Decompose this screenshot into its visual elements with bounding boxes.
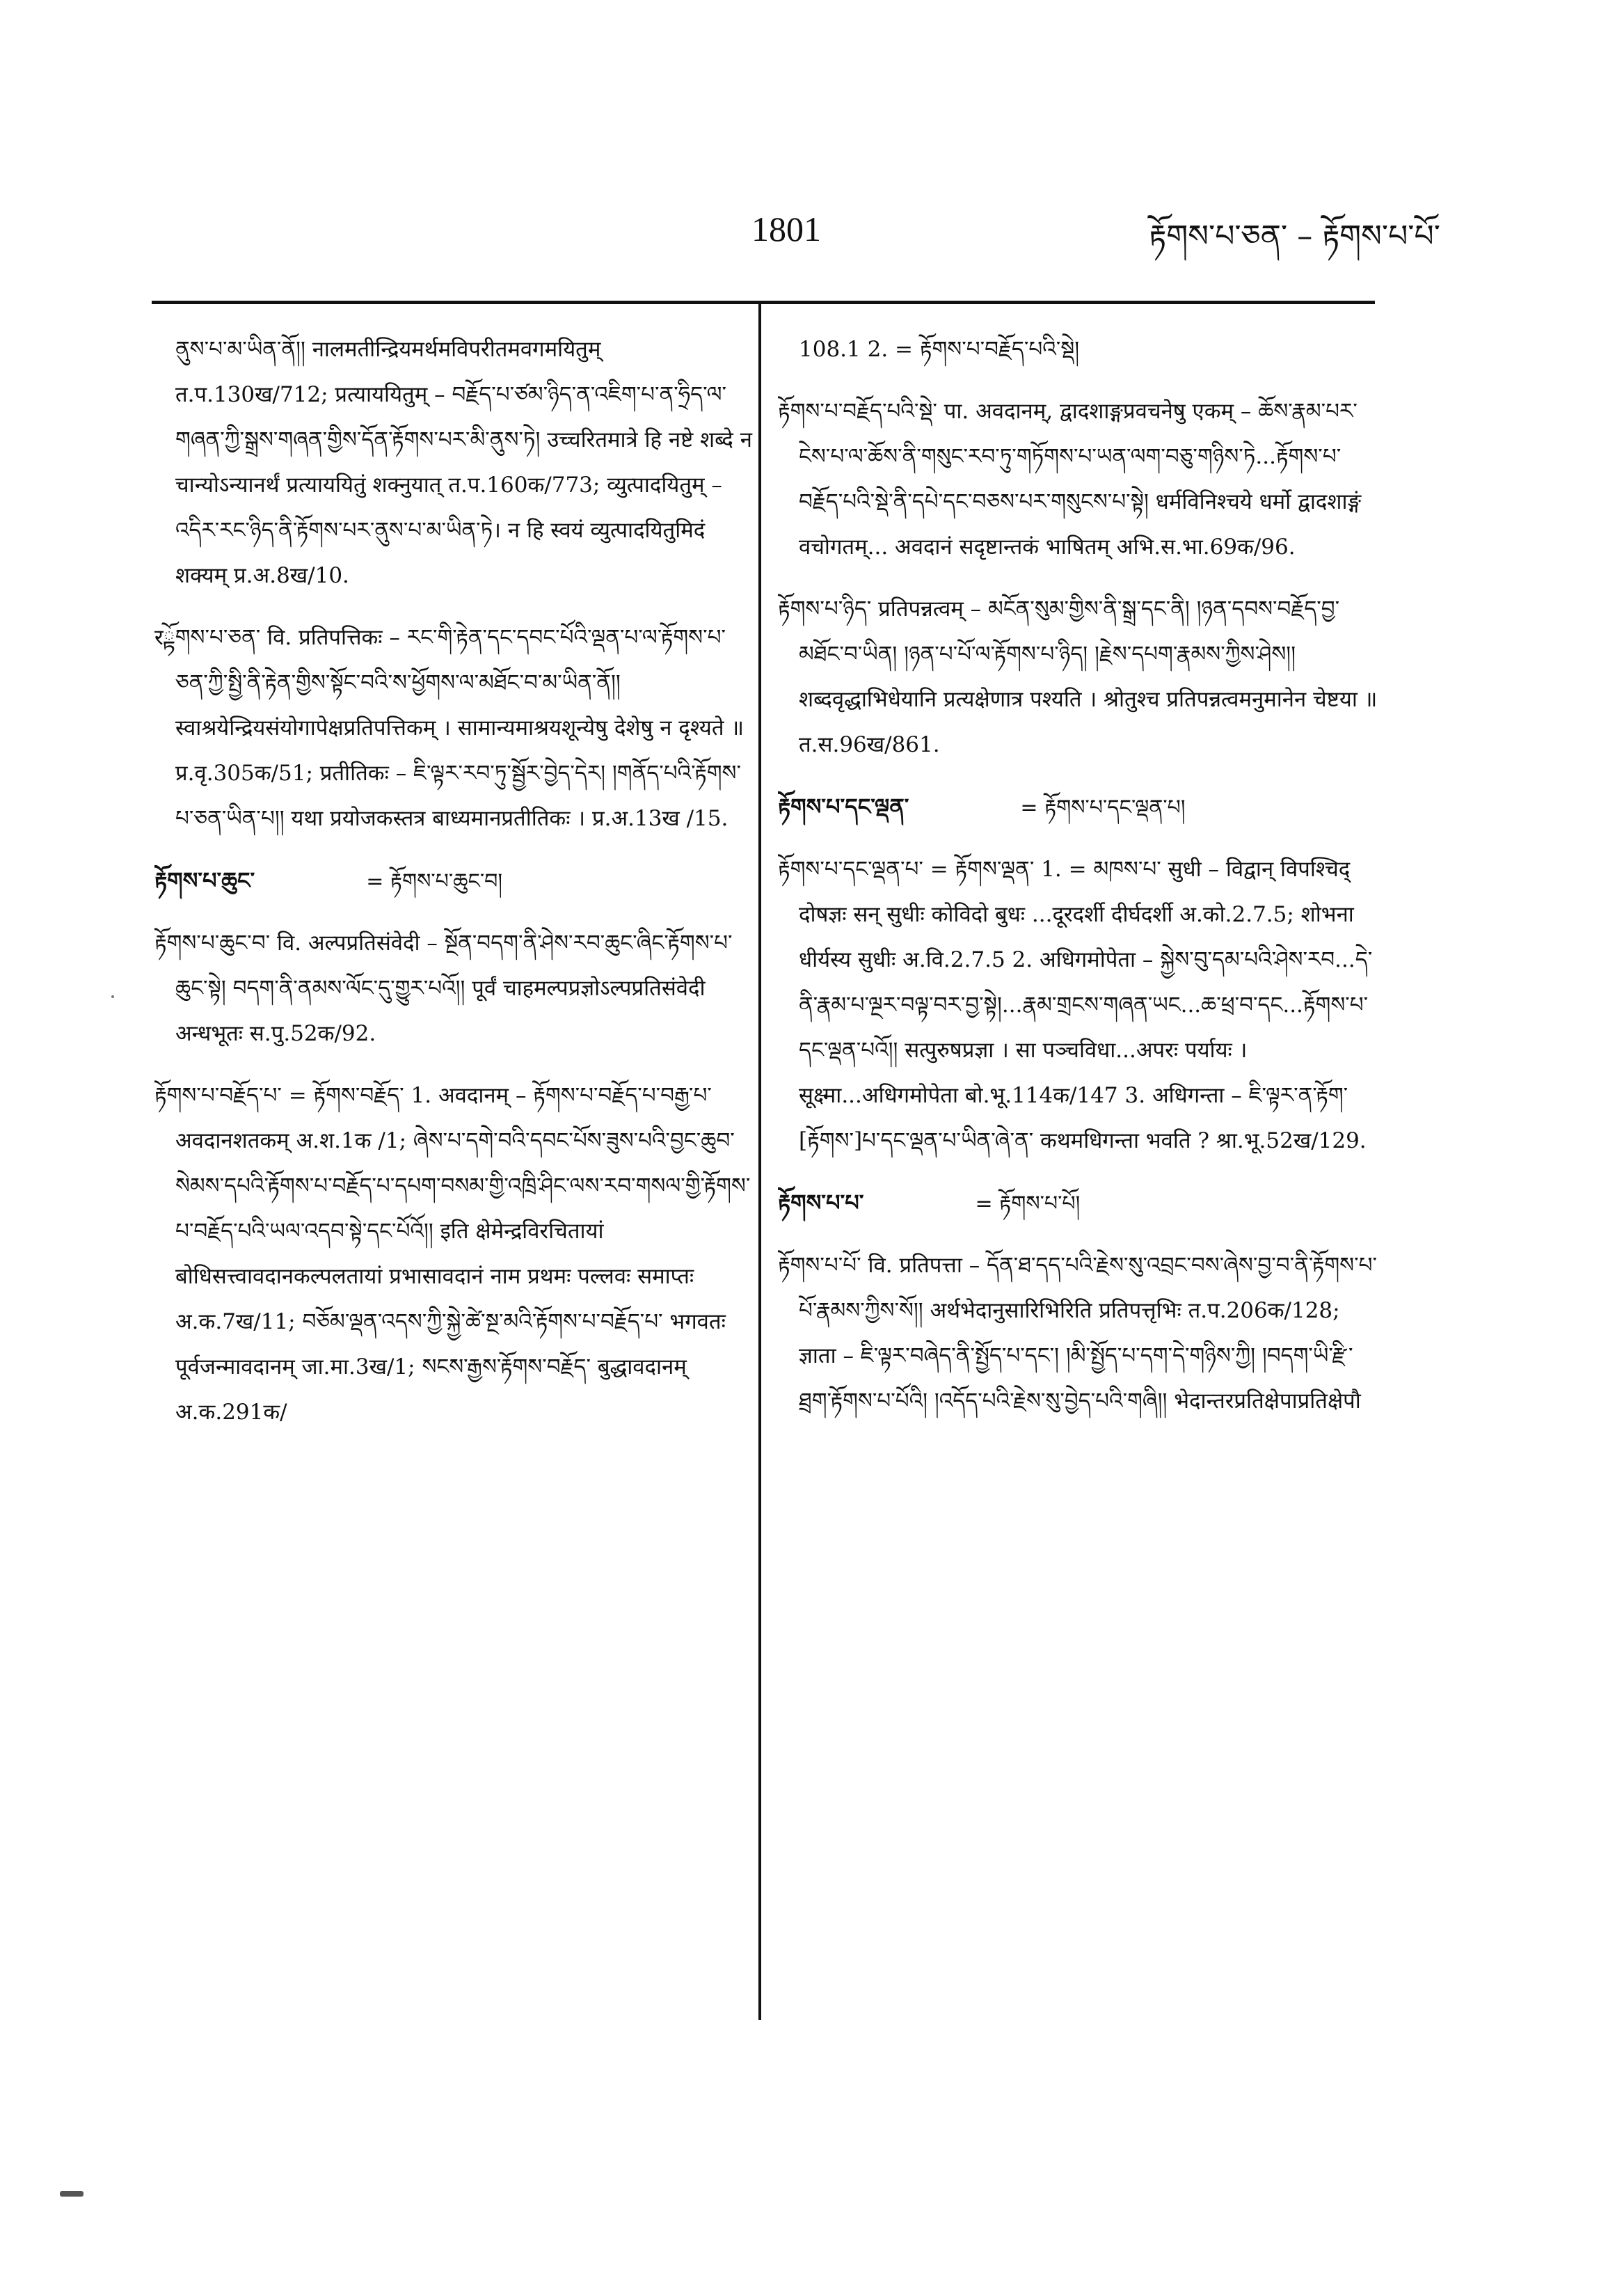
cross-reference-target: = རྟོགས་པ་དང་ལྡན་པ། [1020, 796, 1186, 820]
right-column [778, 327, 1382, 2025]
cross-reference-target: = རྟོགས་པ་ཆུང་བ། [366, 869, 503, 894]
dictionary-entry: རྟོགས་པ་ཆུང་བ་ वि. अल्पप्रतिसंवेदी – སྔོན་བདག་ནི་ཤེས་རབ་ཆུང་ཞིང་རྟོགས་པ་ཆུང་སྟེ། བདག་ནི་ནམས་ལོང་དུ་གྱུར་པའོ།། पूर्वं चाहमल्पप्रज्ञोऽल्पप्रतिसंवेदी अन्धभूतः स.पु.52क/92. [154, 931, 733, 1046]
headword: རྟོགས་པ་དང་ལྡན་ [778, 793, 909, 820]
left-column [154, 327, 753, 2025]
dictionary-entry: རྟོགས་པ་བརྗོད་པའི་སྡེ་ पा. अवदानम्, द्वादशाङ्गप्रवचनेषु एकम् – ཆོས་རྣམ་པར་ངེས་པ་ལ་ཆོས་ནི་གསུང་རབ་ཏུ་གཏོགས་པ་ཡན་ལག་བཅུ་གཉིས་ཏེ...རྟོགས་པ་བརྗོད་པའི་སྡེ་ནི་དཔེ་དང་བཅས་པར་གསུངས་པ་སྟེ། धर्मविनिश्चये धर्मो द्वादशाङ्गं वचोगतम्... अवदानं सदृष्टान्तकं भाषितम् अभि.स.भा.69क/96. [778, 399, 1362, 560]
cross-reference-entry [778, 784, 1382, 830]
headword: རྟོགས་པ་ཆུང་ [154, 867, 255, 894]
cross-reference-entry [154, 858, 753, 904]
cross-reference-entry [778, 1180, 1382, 1226]
dictionary-entry: རྟོགས་པ་དང་ལྡན་པ་ = རྟོགས་ལྡན་ 1. = མཁས་པ་ सुधी – विद्वान् विपश्चिद् दोषज्ञः सन् सुधीः कोविदो बुधः ...दूरदर्शी दीर्घदर्शी अ.को.2.7.5; शोभना धीर्यस्य सुधीः अ.वि.2.7.5 2. अधिगमोपेता – སྐྱེས་བུ་དམ་པའི་ཤེས་རབ...དེ་ནི་རྣམ་པ་ལྔར་བལྟ་བར་བྱ་སྟེ།...རྣམ་གྲངས་གཞན་ཡང...ཆ་ཕྲ་བ་དང...རྟོགས་པ་དང་ལྡན་པའོ།། सत्पुरुषप्रज्ञा । सा पञ्चविधा...अपरः पर्यायः । सूक्ष्मा...अधिगमोपेता बो.भू.114क/147 3. अधिगन्ता – ཇི་ལྟར་ན་རྟོག་[རྟོགས་]པ་དང་ལྡན་པ་ཡིན་ཞེ་ན་ कथमधिगन्ता भवति ? श्रा.भू.52ख/129. [778, 857, 1373, 1153]
dictionary-entry: ནུས་པ་མ་ཡིན་ནོ།། नालमतीन्द्रियमर्थमविपरीतमवगमयितुम् त.प.130ख/712; प्रत्याययितुम् – བརྗོད་པ་ཙམ་ཉིད་ན་འཇིག་པ་ན་ཧྲིད་ལ་གཞན་ཀྱི་སྒྲས་གཞན་གྱིས་དོན་རྟོགས་པར་མི་ནུས་ཏེ། उच्चरितमात्रे हि नष्टे शब्दे न चान्योऽन्यानर्थं प्रत्याययितुं शक्नुयात् त.प.160क/773; व्युत्पादयितुम् – འདིར་རང་ཉིད་ནི་རྟོགས་པར་ནུས་པ་མ་ཡིན་ཏེ। न हि स्वयं व्युत्पादयितुमिदं शक्यम् प्र.अ.8ख/10. [175, 337, 752, 588]
header-rule [152, 301, 1375, 304]
dictionary-entry: རྟོགས་པ་བརྗོད་པ་ = རྟོགས་བརྗོད་ 1. अवदानम् – རྟོགས་པ་བརྗོད་པ་བརྒྱ་པ་ अवदानशतकम् अ.श.1क /1; ཞེས་པ་དགེ་བའི་དབང་པོས་ཟུས་པའི་བྱང་ཆུབ་སེམས་དཔའི་རྟོགས་པ་བརྗོད་པ་དཔག་བསམ་གྱི་འཁྲི་ཤིང་ལས་རབ་གསལ་གྱི་རྟོགས་པ་བརྗོད་པའི་ཡལ་འདབ་སྟེ་དང་པོའོ།། इति क्षेमेन्द्रविरचितायां बोधिसत्त्वावदानकल्पलतायां प्रभासावदानं नाम प्रथमः पल्लवः समाप्तः अ.क.7ख/11; བཅོམ་ལྡན་འདས་ཀྱི་སྐྱེ་ཚེ་སྔ་མའི་རྟོགས་པ་བརྗོད་པ་ भगवतः पूर्वजन्मावदानम् जा.मा.3ख/1; སངས་རྒྱས་རྟོགས་བརྗོད་ बुद्धावदानम् अ.क.291क/ [154, 1083, 751, 1425]
scan-speck [111, 995, 114, 998]
column-divider [758, 301, 761, 2020]
dictionary-entry: 108.1 2. = རྟོགས་པ་བརྗོད་པའི་སྡེ། [799, 337, 1080, 362]
cross-reference-target: = རྟོགས་པ་པོ། [975, 1192, 1081, 1216]
dictionary-entry: རྟོགས་པ་པོ་ वि. प्रतिपत्ता – དོན་ཐ་དད་པའི་རྗེས་སུ་འབྲང་བས་ཞེས་བྱ་བ་ནི་རྟོགས་པ་པོ་རྣམས་ཀྱིས་སོ།། अर्थभेदानुसारिभिरिति प्रतिपत्तृभिः त.प.206क/128; ज्ञाता – ཇི་ལྟར་བཞེད་ནི་སྤྱོད་པ་དང་། །མི་སྤྱོད་པ་དག་དེ་གཉིས་ཀྱི། །བདག་ཡི་རྫི་ཐྲག་རྟོགས་པ་པོའི། །འདོད་པའི་རྗེས་སུ་བྱེད་པའི་གཞི།། भेदान्तरप्रतिक्षेपाप्रतिक्षेपौ [778, 1253, 1378, 1414]
headword: རྟོགས་པ་པ་ [778, 1189, 864, 1216]
dictionary-entry: རྟོགས་པ་ཉིད་ प्रतिपन्नत्वम् – མངོན་སུམ་གྱིས་ནི་སྒྲ་དང་ནི། །ཉན་དབས་བརྗོད་བྱ་མཐོང་བ་ཡིན། །ཉན་པ་པོ་ལ་རྟོགས་པ་ཉིད། །རྗེས་དཔག་རྣམས་ཀྱིས་ཤེས།། शब्दवृद्धाभिधेयानि प्रत्यक्षेणात्र पश्यति । श्रोतुश्च प्रतिपन्नत्वमनुमानेन चेष्टया ॥ त.स.96ख/861. [778, 596, 1378, 757]
dictionary-entry: रྟོགས་པ་ཅན་ वि. प्रतिपत्तिकः – རང་གི་རྟེན་དང་དབང་པོའི་ལྡན་པ་ལ་རྟོགས་པ་ཅན་ཀྱི་སྤྱི་ནི་རྟེན་གྱིས་སྟོང་བའི་ས་ཕྱོགས་ལ་མཐོང་བ་མ་ཡིན་ནོ།། स्वाश्रयेन्द्रियसंयोगापेक्षप्रतिपत्तिकम् । सामान्यमाश्रयशून्येषु देशेषु न दृश्यते ॥ प्र.वृ.305क/51; प्रतीतिकः – ཇི་ལྟར་རབ་ཏུ་སྦྱོར་བྱེད་དེར། །གནོད་པའི་རྟོགས་པ་ཅན་ཡིན་པ།། यथा प्रयोजकस्तत्र बाध्यमानप्रतीतिकः । प्र.अ.13ख /15. [154, 625, 745, 831]
running-head: རྟོགས་པ་ཅན་ – རྟོགས་པ་པོ་ [1149, 219, 1440, 254]
page-number: 1801 [751, 209, 821, 248]
scan-stain [60, 2191, 83, 2197]
